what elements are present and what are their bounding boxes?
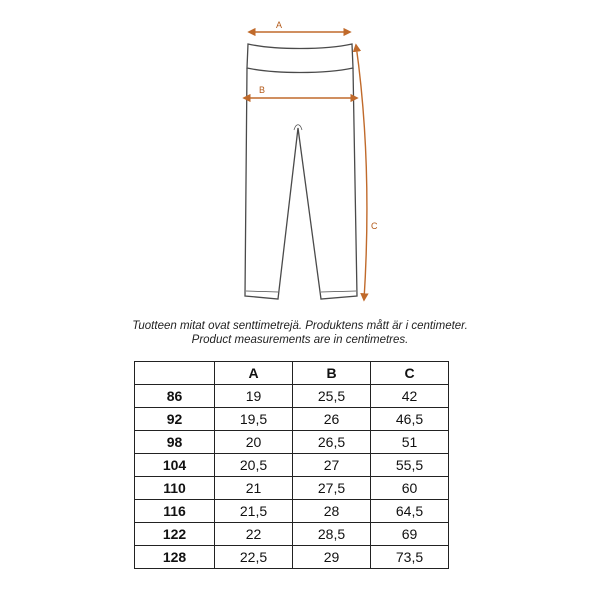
cell-c: 60	[371, 477, 449, 500]
cell-c: 64,5	[371, 500, 449, 523]
caption-units-fi-sv: Tuotteen mitat ovat senttimetrejä. Produktens mått är i centimeter.	[132, 320, 468, 332]
cell-size: 92	[135, 408, 215, 431]
cell-c: 51	[371, 431, 449, 454]
table-row	[135, 500, 449, 523]
cell-a: 21	[215, 477, 293, 500]
table-row	[135, 523, 449, 546]
cell-b: 29	[293, 546, 371, 569]
cell-size: 98	[135, 431, 215, 454]
table-row	[135, 477, 449, 500]
cell-c: 73,5	[371, 546, 449, 569]
cell-b: 28	[293, 500, 371, 523]
caption-units-en: Product measurements are in centimetres.	[191, 334, 409, 346]
table-row	[135, 546, 449, 569]
cell-size: 104	[135, 454, 215, 477]
table-header-row	[135, 362, 449, 385]
measure-a-arrow	[249, 20, 350, 32]
cell-c: 55,5	[371, 454, 449, 477]
table-row	[135, 408, 449, 431]
measure-c-arrow	[356, 45, 378, 300]
table-row	[135, 454, 449, 477]
header-size	[135, 362, 215, 385]
label-a: A	[276, 20, 283, 30]
cell-size: 116	[135, 500, 215, 523]
cell-b: 25,5	[293, 385, 371, 408]
cell-c: 42	[371, 385, 449, 408]
cell-b: 28,5	[293, 523, 371, 546]
cell-a: 22,5	[215, 546, 293, 569]
cell-b: 27,5	[293, 477, 371, 500]
cell-a: 22	[215, 523, 293, 546]
table-row	[135, 385, 449, 408]
header-a: A	[215, 362, 293, 385]
cell-b: 26,5	[293, 431, 371, 454]
header-b: B	[293, 362, 371, 385]
cell-size: 122	[135, 523, 215, 546]
size-table	[134, 361, 449, 569]
cell-size: 86	[135, 385, 215, 408]
cell-a: 19,5	[215, 408, 293, 431]
header-c: C	[371, 362, 449, 385]
measure-b-arrow	[244, 85, 357, 98]
cell-size: 110	[135, 477, 215, 500]
cell-a: 19	[215, 385, 293, 408]
cell-a: 20,5	[215, 454, 293, 477]
cell-a: 21,5	[215, 500, 293, 523]
label-b: B	[259, 85, 266, 95]
cell-size: 128	[135, 546, 215, 569]
cell-b: 27	[293, 454, 371, 477]
cell-b: 26	[293, 408, 371, 431]
leggings-outline	[245, 44, 357, 299]
cell-c: 46,5	[371, 408, 449, 431]
table-row	[135, 431, 449, 454]
cell-a: 20	[215, 431, 293, 454]
cell-c: 69	[371, 523, 449, 546]
label-c: C	[371, 221, 378, 231]
